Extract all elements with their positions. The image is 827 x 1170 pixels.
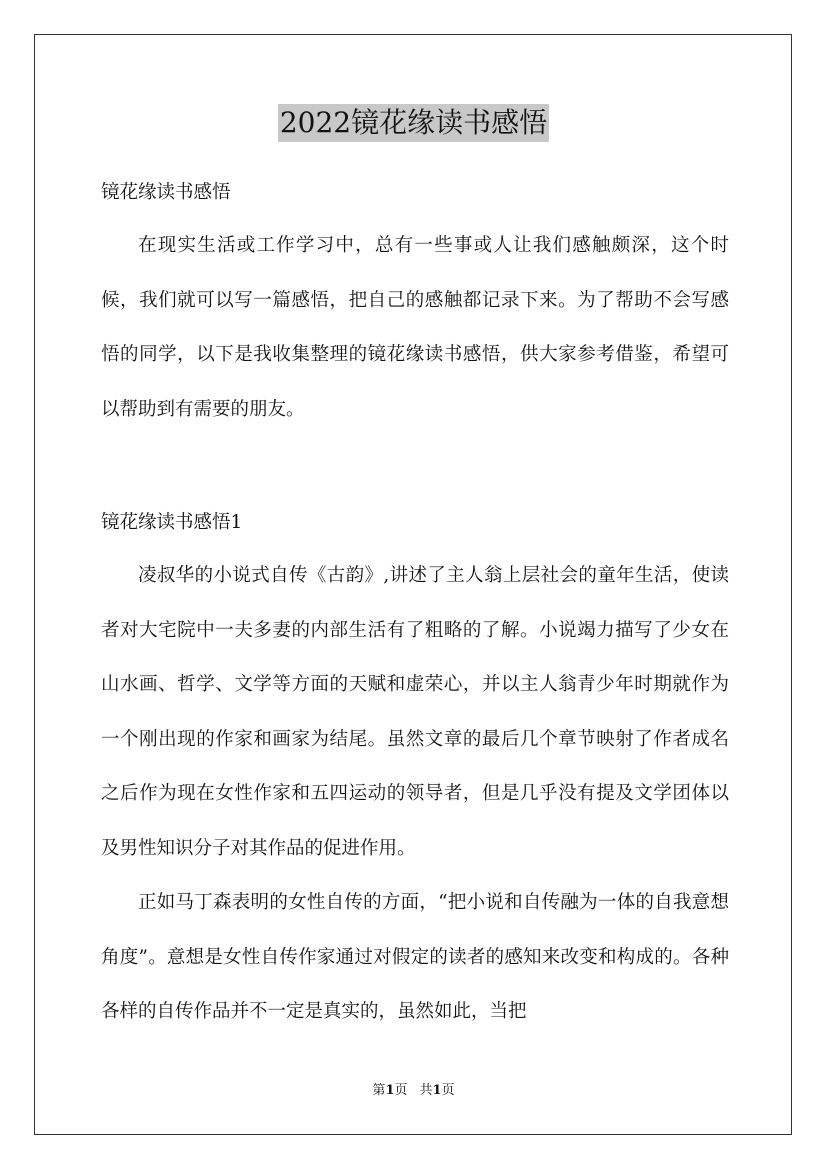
section-heading: 镜花缘读书感悟1 [101, 512, 243, 533]
intro-heading: 镜花缘读书感悟 [101, 182, 231, 203]
page-suffix: 页 [394, 1083, 408, 1098]
spacer [101, 437, 729, 501]
page-footer [0, 1081, 827, 1101]
section-paragraph-2: 正如马丁森表明的女性自传的方面，“把小说和自传融为一体的自我意想角度”。意想是女性自传作家通过对假定的读者的感知来改变和构成的。各种各样的自传作品并不一定是真实的，虽然如此，当把 [101, 892, 729, 1022]
section-paragraph-1: 凌叔华的小说式自传《古韵》,讲述了主人翁上层社会的童年生活，使读者对大宅院中一夫多妻的内部生活有了粗略的了解。小说竭力描写了少女在山水画、哲学、文学等方面的天赋和虚荣心，并以主人翁青少年时期就作为一个刚出现的作家和画家为结尾。虽然文章的最后几个章节映射了作者成名之后作为现在女性作家和五四运动的领导者，但是几乎没有提及文学团体以及男性知识分子对其作品的促进作用。 [101, 565, 729, 859]
title-container [0, 104, 827, 142]
total-pages: 1 [432, 1083, 442, 1098]
page-number: 1 [385, 1083, 395, 1098]
intro-paragraph: 在现实生活或工作学习中，总有一些事或人让我们感触颇深，这个时候，我们就可以写一篇感悟，把自己的感触都记录下来。为了帮助不会写感悟的同学，以下是我收集整理的镜花缘读书感悟，供大家参考借鉴，希望可以帮助到有需要的朋友。 [101, 235, 729, 420]
document-title: 2022镜花缘读书感悟 [278, 104, 549, 142]
total-suffix: 页 [441, 1083, 455, 1098]
page-prefix: 第 [372, 1083, 386, 1098]
document-body [101, 171, 729, 1040]
total-prefix: 共 [419, 1083, 433, 1098]
